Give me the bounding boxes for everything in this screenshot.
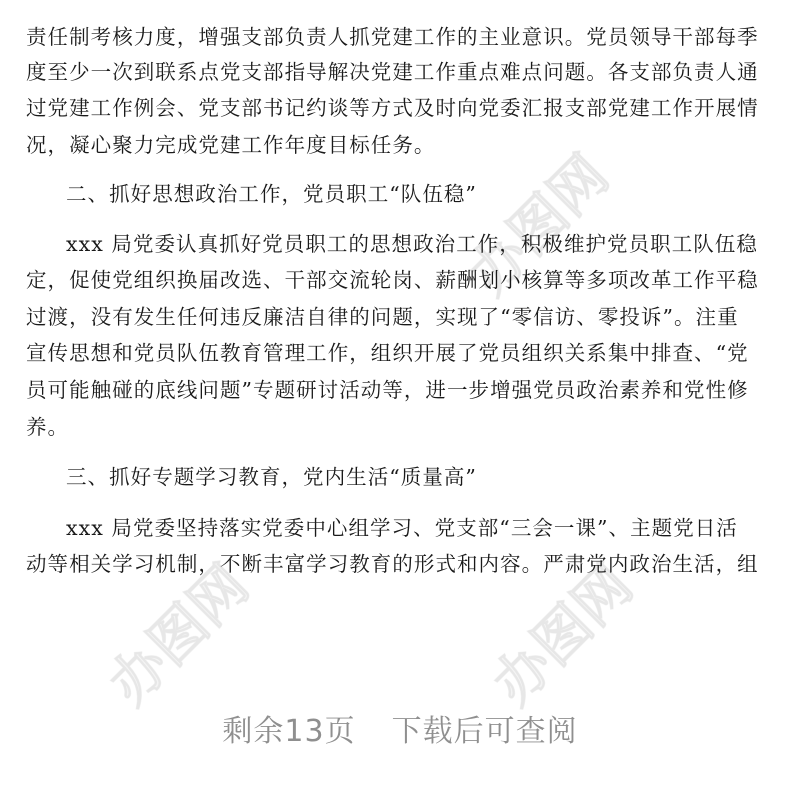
paragraph-line: 责任制考核力度，增强支部负责人抓党建工作的主业意识。党员领导干部每季 — [26, 25, 759, 49]
watermark: 办图网 — [480, 552, 646, 718]
section-heading: 三、抓好专题学习教育，党内生活“质量高” — [66, 465, 477, 489]
paragraph-line: xxx 局党委认真抓好党员职工的思想政治工作，积极维护党员职工队伍稳 — [66, 232, 758, 256]
remaining-pages-notice — [0, 706, 800, 750]
download-to-view-label: 下载后可查阅 — [391, 714, 578, 749]
paragraph-line: 况，凝心聚力完成党建工作年度目标任务。 — [26, 133, 436, 157]
remaining-pages-label: 剩余13页 — [222, 714, 356, 749]
paragraph-line: 员可能触碰的底线问题”专题研讨活动等，进一步增强党员政治素养和党性修 — [26, 378, 749, 402]
paragraph-line: 定，促使党组织换届改选、干部交流轮岗、薪酬划小核算等多项改革工作平稳 — [26, 268, 759, 292]
paragraph-line: 过渡，没有发生任何违反廉洁自律的问题，实现了“零信访、零投诉”。注重 — [26, 305, 739, 329]
watermark: 办图网 — [456, 142, 622, 308]
paragraph-line: xxx 局党委坚持落实党委中心组学习、党支部“三会一课”、主题党日活 — [66, 516, 738, 540]
watermark: 办图网 — [96, 552, 262, 718]
paragraph-line: 度至少一次到联系点党支部指导解决党建工作重点难点问题。各支部负责人通 — [26, 60, 759, 84]
paragraph-line: 过党建工作例会、党支部书记约谈等方式及时向党委汇报支部党建工作开展情 — [26, 96, 759, 120]
paragraph-line: 动等相关学习机制，不断丰富学习教育的形式和内容。严肃党内政治生活，组 — [26, 552, 759, 576]
paragraph-line: 养。 — [26, 415, 70, 439]
section-heading: 二、抓好思想政治工作，党员职工“队伍稳” — [66, 182, 477, 206]
paragraph-line: 宣传思想和党员队伍教育管理工作，组织开展了党员组织关系集中排查、“党 — [26, 341, 749, 365]
